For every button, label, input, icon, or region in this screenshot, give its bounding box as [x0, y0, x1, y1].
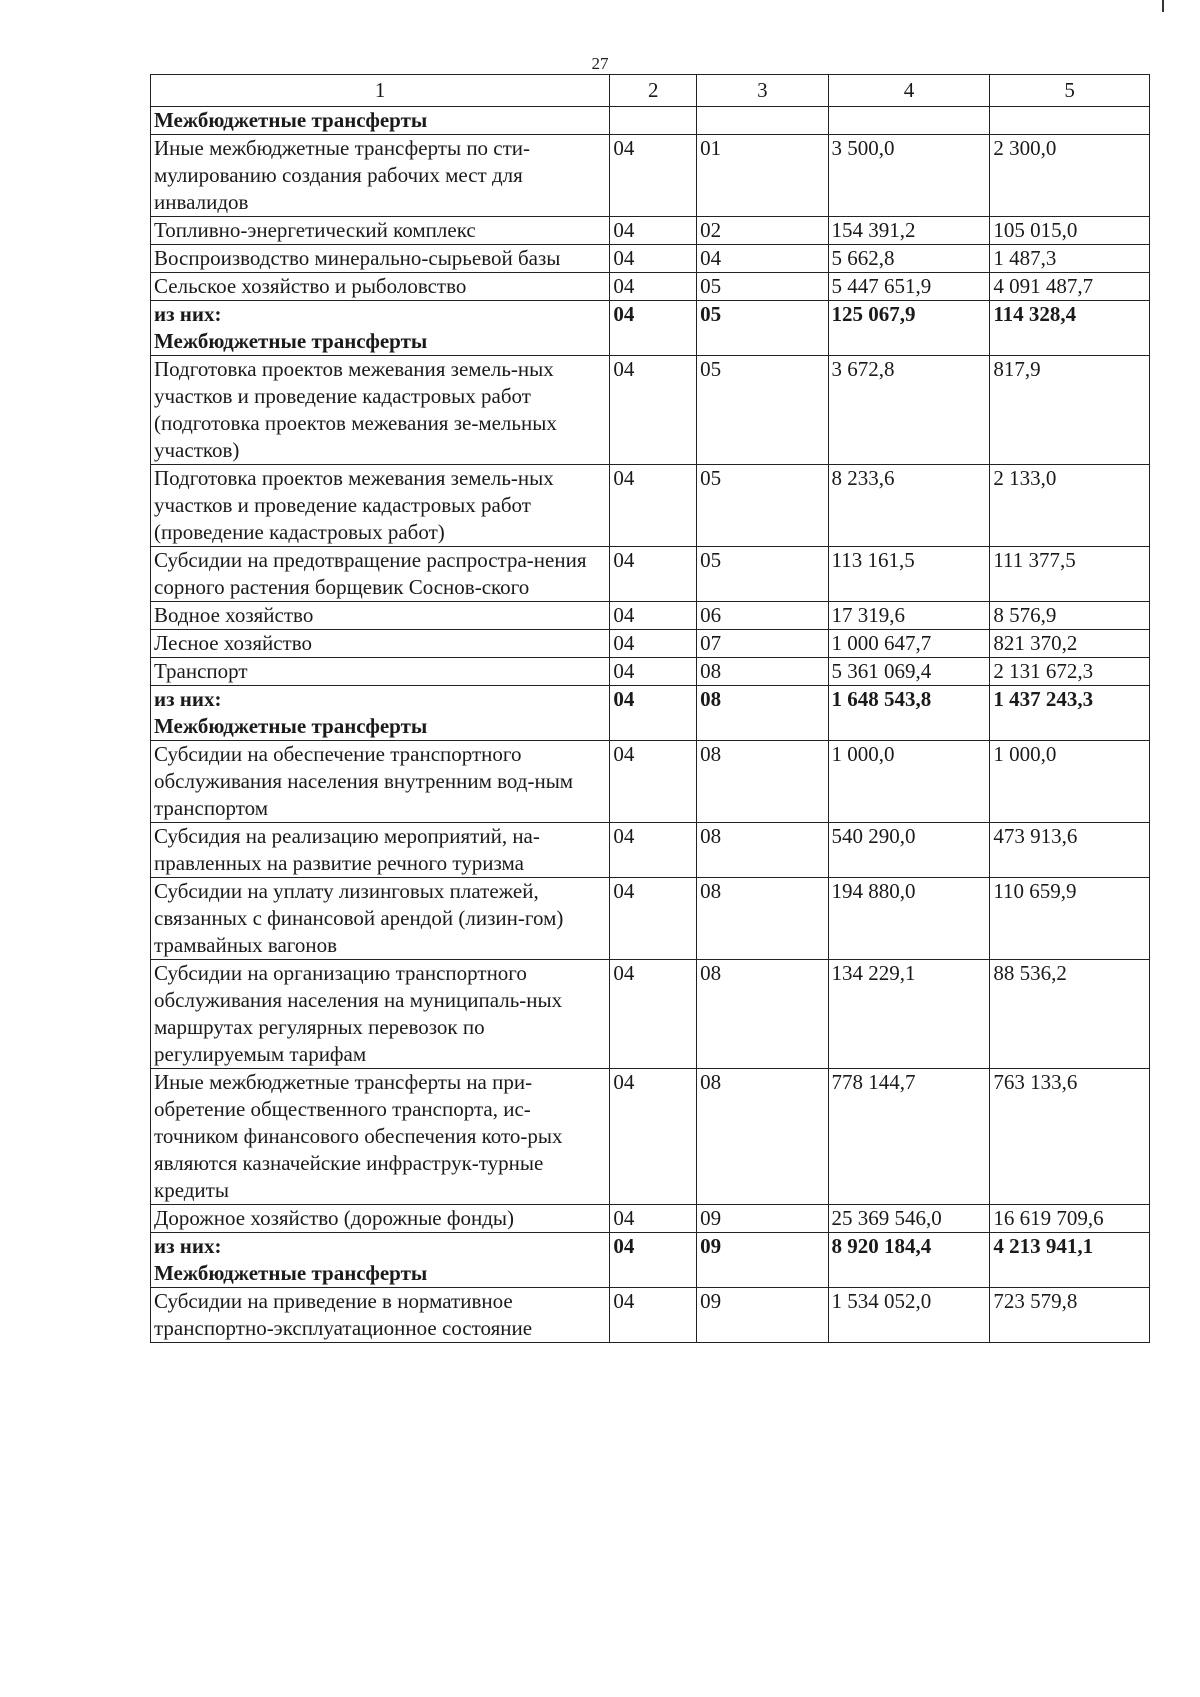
- amount-col-5-cell: 8 576,9: [990, 602, 1150, 630]
- row-name-cell: из них: Межбюджетные трансферты: [151, 1233, 610, 1288]
- row-name-cell: Сельское хозяйство и рыболовство: [151, 273, 610, 301]
- amount-col-5-cell: 2 133,0: [990, 465, 1150, 547]
- amount-col-4-cell: 8 233,6: [828, 465, 990, 547]
- table-row: [151, 356, 1150, 465]
- section-code-cell: 04: [610, 356, 697, 465]
- table-row: [151, 878, 1150, 960]
- row-name-cell: из них: Межбюджетные трансферты: [151, 686, 610, 741]
- amount-col-4-cell: 125 067,9: [828, 301, 990, 356]
- table-row: [151, 960, 1150, 1069]
- amount-col-5-cell: 4 091 487,7: [990, 273, 1150, 301]
- section-code-cell: [610, 107, 697, 135]
- amount-col-4-cell: 113 161,5: [828, 547, 990, 602]
- subsection-code-cell: 06: [697, 602, 828, 630]
- section-code-cell: 04: [610, 823, 697, 878]
- subsection-code-cell: 08: [697, 960, 828, 1069]
- table-row: [151, 301, 1150, 356]
- subsection-code-cell: 08: [697, 1069, 828, 1205]
- table-row: [151, 1288, 1150, 1343]
- amount-col-5-cell: 114 328,4: [990, 301, 1150, 356]
- amount-col-5-cell: 821 370,2: [990, 630, 1150, 658]
- table-row: [151, 465, 1150, 547]
- row-name-cell: Субсидии на приведение в нормативное транспортно-эксплуатационное состояние: [151, 1288, 610, 1343]
- row-name-cell: Субсидии на уплату лизинговых платежей, связанных с финансовой арендой (лизин-гом) трамвайных вагонов: [151, 878, 610, 960]
- amount-col-4-cell: 778 144,7: [828, 1069, 990, 1205]
- header-col-5: 5: [990, 75, 1150, 107]
- row-name-cell: Межбюджетные трансферты: [151, 107, 610, 135]
- section-code-cell: 04: [610, 658, 697, 686]
- table-row: [151, 686, 1150, 741]
- table-row: [151, 217, 1150, 245]
- table-row: [151, 741, 1150, 823]
- budget-table: [150, 74, 1150, 1343]
- table-row: [151, 245, 1150, 273]
- amount-col-4-cell: 3 500,0: [828, 135, 990, 217]
- table-row: [151, 658, 1150, 686]
- row-name-cell: Транспорт: [151, 658, 610, 686]
- subsection-code-cell: 08: [697, 741, 828, 823]
- subsection-code-cell: 05: [697, 465, 828, 547]
- row-name-cell: Подготовка проектов межевания земель-ных участков и проведение кадастровых работ (проведение кадастровых работ): [151, 465, 610, 547]
- section-code-cell: 04: [610, 878, 697, 960]
- amount-col-4-cell: 1 648 543,8: [828, 686, 990, 741]
- amount-col-5-cell: 723 579,8: [990, 1288, 1150, 1343]
- section-code-cell: 04: [610, 547, 697, 602]
- amount-col-5-cell: 105 015,0: [990, 217, 1150, 245]
- amount-col-4-cell: 540 290,0: [828, 823, 990, 878]
- amount-col-5-cell: 88 536,2: [990, 960, 1150, 1069]
- row-name-cell: Воспроизводство минерально-сырьевой базы: [151, 245, 610, 273]
- amount-col-5-cell: 2 300,0: [990, 135, 1150, 217]
- amount-col-5-cell: 1 000,0: [990, 741, 1150, 823]
- amount-col-4-cell: 5 662,8: [828, 245, 990, 273]
- row-name-cell: Субсидии на обеспечение транспортного обслуживания населения внутренним вод-ным транспортом: [151, 741, 610, 823]
- row-name-cell: Субсидия на реализацию мероприятий, на-правленных на развитие речного туризма: [151, 823, 610, 878]
- header-col-4: 4: [828, 75, 990, 107]
- amount-col-5-cell: 1 487,3: [990, 245, 1150, 273]
- section-code-cell: 04: [610, 217, 697, 245]
- section-code-cell: 04: [610, 301, 697, 356]
- subsection-code-cell: 05: [697, 301, 828, 356]
- table-row: [151, 135, 1150, 217]
- amount-col-4-cell: 1 000 647,7: [828, 630, 990, 658]
- amount-col-5-cell: 2 131 672,3: [990, 658, 1150, 686]
- table-row: [151, 1205, 1150, 1233]
- row-name-cell: Иные межбюджетные трансферты на при-обретение общественного транспорта, ис-точником финансового обеспечения кото-рых являются казначейские инфраструк-турные кредиты: [151, 1069, 610, 1205]
- row-name-cell: Дорожное хозяйство (дорожные фонды): [151, 1205, 610, 1233]
- amount-col-5-cell: 16 619 709,6: [990, 1205, 1150, 1233]
- amount-col-5-cell: 111 377,5: [990, 547, 1150, 602]
- subsection-code-cell: 05: [697, 273, 828, 301]
- row-name-cell: из них: Межбюджетные трансферты: [151, 301, 610, 356]
- section-code-cell: 04: [610, 1205, 697, 1233]
- section-code-cell: 04: [610, 1233, 697, 1288]
- section-code-cell: 04: [610, 1288, 697, 1343]
- table-body: [151, 107, 1150, 1343]
- row-name-cell: Подготовка проектов межевания земель-ных участков и проведение кадастровых работ (подготовка проектов межевания зе-мельных участков): [151, 356, 610, 465]
- amount-col-5-cell: 1 437 243,3: [990, 686, 1150, 741]
- section-code-cell: 04: [610, 1069, 697, 1205]
- amount-col-5-cell: 763 133,6: [990, 1069, 1150, 1205]
- table-row: [151, 602, 1150, 630]
- subsection-code-cell: [697, 107, 828, 135]
- section-code-cell: 04: [610, 602, 697, 630]
- subsection-code-cell: 09: [697, 1288, 828, 1343]
- table-header: [151, 75, 1150, 107]
- section-code-cell: 04: [610, 741, 697, 823]
- subsection-code-cell: 05: [697, 356, 828, 465]
- section-code-cell: 04: [610, 630, 697, 658]
- subsection-code-cell: 02: [697, 217, 828, 245]
- table-row: [151, 1233, 1150, 1288]
- amount-col-4-cell: 8 920 184,4: [828, 1233, 990, 1288]
- table-row: [151, 273, 1150, 301]
- amount-col-4-cell: 17 319,6: [828, 602, 990, 630]
- subsection-code-cell: 08: [697, 823, 828, 878]
- subsection-code-cell: 01: [697, 135, 828, 217]
- subsection-code-cell: 09: [697, 1233, 828, 1288]
- header-col-1: 1: [151, 75, 610, 107]
- section-code-cell: 04: [610, 686, 697, 741]
- table-row: [151, 1069, 1150, 1205]
- amount-col-4-cell: 134 229,1: [828, 960, 990, 1069]
- amount-col-4-cell: 5 447 651,9: [828, 273, 990, 301]
- amount-col-4-cell: 25 369 546,0: [828, 1205, 990, 1233]
- header-col-2: 2: [610, 75, 697, 107]
- section-code-cell: 04: [610, 465, 697, 547]
- subsection-code-cell: 09: [697, 1205, 828, 1233]
- amount-col-5-cell: 473 913,6: [990, 823, 1150, 878]
- amount-col-4-cell: 154 391,2: [828, 217, 990, 245]
- row-name-cell: Водное хозяйство: [151, 602, 610, 630]
- page-number: 27: [591, 54, 609, 73]
- amount-col-4-cell: [828, 107, 990, 135]
- row-name-cell: Иные межбюджетные трансферты по сти-мулированию создания рабочих мест для инвалидов: [151, 135, 610, 217]
- subsection-code-cell: 05: [697, 547, 828, 602]
- amount-col-5-cell: 110 659,9: [990, 878, 1150, 960]
- row-name-cell: Субсидии на организацию транспортного обслуживания населения на муниципаль-ных маршрутах регулярных перевозок по регулируемым тарифам: [151, 960, 610, 1069]
- table-row: [151, 630, 1150, 658]
- amount-col-5-cell: 4 213 941,1: [990, 1233, 1150, 1288]
- header-col-3: 3: [697, 75, 828, 107]
- row-name-cell: Лесное хозяйство: [151, 630, 610, 658]
- section-code-cell: 04: [610, 273, 697, 301]
- amount-col-4-cell: 1 534 052,0: [828, 1288, 990, 1343]
- subsection-code-cell: 08: [697, 878, 828, 960]
- subsection-code-cell: 08: [697, 686, 828, 741]
- header-row: [151, 75, 1150, 107]
- corner-mark: [1162, 0, 1164, 12]
- row-name-cell: Топливно-энергетический комплекс: [151, 217, 610, 245]
- subsection-code-cell: 07: [697, 630, 828, 658]
- section-code-cell: 04: [610, 960, 697, 1069]
- subsection-code-cell: 08: [697, 658, 828, 686]
- amount-col-4-cell: 194 880,0: [828, 878, 990, 960]
- amount-col-4-cell: 3 672,8: [828, 356, 990, 465]
- amount-col-5-cell: [990, 107, 1150, 135]
- amount-col-4-cell: 1 000,0: [828, 741, 990, 823]
- amount-col-4-cell: 5 361 069,4: [828, 658, 990, 686]
- amount-col-5-cell: 817,9: [990, 356, 1150, 465]
- table-row: [151, 547, 1150, 602]
- section-code-cell: 04: [610, 135, 697, 217]
- section-code-cell: 04: [610, 245, 697, 273]
- table-row: [151, 107, 1150, 135]
- subsection-code-cell: 04: [697, 245, 828, 273]
- table-row: [151, 823, 1150, 878]
- row-name-cell: Субсидии на предотвращение распростра-нения сорного растения борщевик Соснов-ского: [151, 547, 610, 602]
